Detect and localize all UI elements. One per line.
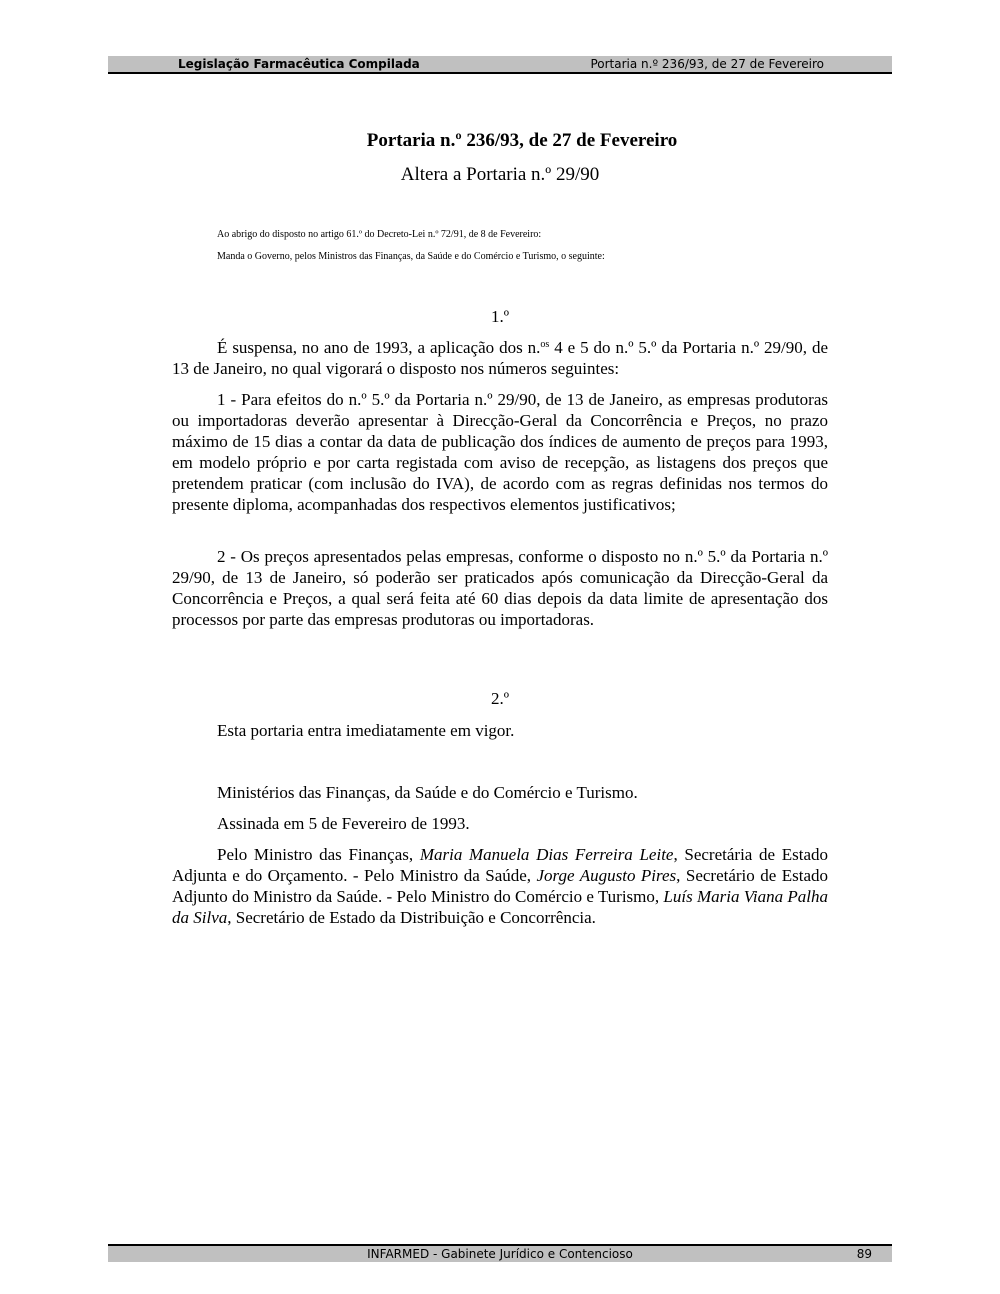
signed-date: Assinada em 5 de Fevereiro de 1993. <box>217 814 470 833</box>
preamble-2: Manda o Governo, pelos Ministros das Finanças, da Saúde e do Comércio e Turismo, o seguinte: <box>217 251 605 262</box>
page-number: 89 <box>856 1247 872 1261</box>
article-1-item-2: 2 - Os preços apresentados pelas empresas, conforme o disposto no n.º 5.º da Portaria n.º 29/90, de 13 de Janeiro, só poderão ser praticados após comunicação da Direcção-Geral da Concorrência e Preços, a qual será feita até 60 dias depois da data limite de apresentação dos processos por parte das empresas produtoras ou importadoras. <box>172 547 828 629</box>
signature-text-3: , Secretário de Estado Adjunto do Ministro da Saúde. - Pelo Ministro do Comércio e Turismo, <box>172 866 829 906</box>
article-1-intro-sup: os <box>540 339 550 350</box>
signatory-name-2: Jorge Augusto Pires <box>536 866 677 885</box>
header-left-title: Legislação Farmacêutica Compilada <box>178 57 420 71</box>
signatures-paragraph <box>172 844 828 928</box>
signatory-name-1: Maria Manuela Dias Ferreira Leite <box>419 845 674 864</box>
article-1-intro <box>172 337 828 379</box>
signature-text-4: , Secretário de Estado da Distribuição e Concorrência. <box>227 908 596 927</box>
signature-text-1: Pelo Ministro das Finanças, <box>217 845 420 864</box>
page-header <box>108 56 892 74</box>
document-subtitle: Altera a Portaria n.º 29/90 <box>400 164 600 185</box>
article-2-number: 2.º <box>490 689 510 708</box>
footer-center-text: INFARMED - Gabinete Jurídico e Contencioso <box>367 1247 633 1261</box>
article-1-intro-a: É suspensa, no ano de 1993, a aplicação dos n. <box>217 338 541 357</box>
article-1-number: 1.º <box>490 307 510 326</box>
page-footer <box>108 1244 892 1262</box>
header-right-title: Portaria n.º 236/93, de 27 de Fevereiro <box>590 57 824 71</box>
article-2-text: Esta portaria entra imediatamente em vigor. <box>217 721 515 740</box>
signatory-name-3: Luís Maria Viana Palha da Silva <box>172 887 828 927</box>
preamble-1: Ao abrigo do disposto no artigo 61.º do Decreto-Lei n.º 72/91, de 8 de Fevereiro: <box>217 229 542 240</box>
document-title: Portaria n.º 236/93, de 27 de Fevereiro <box>366 130 678 151</box>
article-1-intro-b: 4 e 5 do n.º 5.º da Portaria n.º 29/90, de 13 de Janeiro, no qual vigorará o disposto nos números seguintes: <box>172 338 828 378</box>
ministries-line: Ministérios das Finanças, da Saúde e do Comércio e Turismo. <box>217 783 638 802</box>
article-1-item-1: 1 - Para efeitos do n.º 5.º da Portaria n.º 29/90, de 13 de Janeiro, as empresas produtoras ou importadoras deverão apresentar à Direcção-Geral da Concorrência e Preços, no prazo máximo de 15 dias a contar da data de publicação dos índices de aumento de preços para 1993, em modelo próprio e por carta registada com aviso de recepção, as listagens dos preços que pretendem praticar (com inclusão do IVA), de acordo com as regras definidas nos termos do presente diploma, acompanhadas dos respectivos elementos justificativos; <box>172 390 828 514</box>
signature-text-2: , Secretária de Estado Adjunta e do Orçamento. - Pelo Ministro da Saúde, <box>172 845 828 885</box>
